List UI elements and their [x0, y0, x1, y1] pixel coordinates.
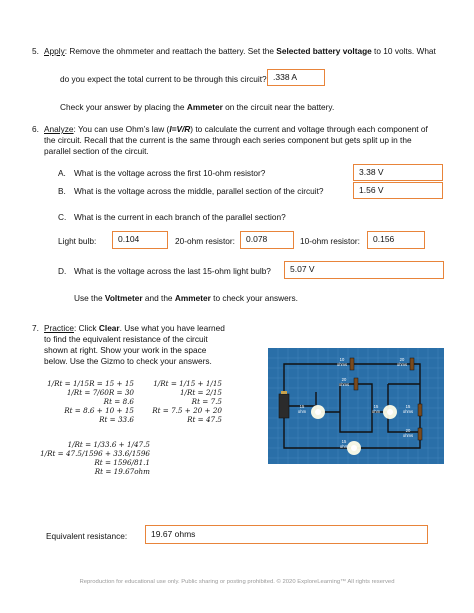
label-r20-top-unit: ohms	[396, 362, 408, 367]
q7-number: 7.	[32, 323, 39, 333]
label-bulb-left: 15	[299, 404, 305, 409]
q6-light-label: Light bulb:	[58, 236, 97, 246]
q6-label: Analyze	[44, 124, 74, 134]
q6-check-mid: and the	[142, 293, 175, 303]
q7-line1	[44, 323, 225, 334]
work-right-line: 1/Rt = 2/15	[179, 388, 222, 397]
work-left-line: 1/Rt = 7/60R = 30	[66, 388, 134, 397]
work-bottom-line: 1/Rt = 47.5/1596 + 33.6/1596	[40, 449, 150, 458]
q7-clear-word: Clear	[98, 323, 120, 333]
label-bulb-bottom-unit: ohm	[339, 444, 349, 449]
work-right-column	[134, 379, 222, 424]
work-right-line: Rt = 7.5 + 20 + 20	[152, 406, 222, 415]
label-r20-right-unit: ohms	[402, 433, 414, 438]
q6-a-text: What is the voltage across the first 10-ohm resistor?	[74, 168, 266, 178]
q7-line2: to find the equivalent resistance of the circuit	[44, 334, 208, 344]
q5-answer-box[interactable]: .338 A	[267, 69, 325, 86]
q7-label: Practice	[44, 323, 74, 333]
q6-formula: I=V/R	[169, 124, 191, 134]
q6-check	[74, 293, 298, 304]
q6-line1	[44, 124, 428, 135]
q5-label: Apply	[44, 46, 65, 56]
work-left-line: 1/Rt = 1/15R = 15 + 15	[47, 379, 134, 388]
q6-check-a: Use the	[74, 293, 105, 303]
q6-a-letter: A.	[58, 168, 66, 178]
label-r20-right: 20	[405, 428, 411, 433]
q6-r20-answer-box[interactable]: 0.078	[240, 231, 294, 249]
label-bulb-right-unit: ohm	[371, 409, 381, 414]
q5-check-bold: Ammeter	[186, 102, 223, 112]
battery-icon	[279, 394, 289, 418]
eq-answer-box[interactable]: 19.67 ohms	[145, 525, 428, 544]
label-bulb-left-unit: ohm	[297, 409, 307, 414]
label-r15-right-unit: ohms	[402, 409, 414, 414]
q6-line1-a: : You can use Ohm’s law (	[73, 124, 170, 134]
q6-c-letter: C.	[58, 212, 67, 222]
q7-line3: shown at right. Show your work in the space	[44, 345, 207, 355]
work-bottom-line: Rt = 1596/81.1	[94, 458, 150, 467]
battery-terminal	[281, 391, 287, 394]
q5-text-b: to 10 volts. What	[371, 46, 436, 56]
label-bulb-right: 15	[373, 404, 379, 409]
resistor-20ohm-top-icon	[410, 358, 414, 370]
label-r20-mid: 20	[341, 377, 347, 382]
bulb-right-icon	[383, 405, 397, 419]
q5-bold: Selected battery voltage	[276, 46, 372, 56]
q6-r10-answer-box[interactable]: 0.156	[367, 231, 425, 249]
work-left-line: Rt = 8.6 + 10 + 15	[64, 406, 134, 415]
label-bulb-bottom: 15	[341, 439, 347, 444]
bulb-bottom-icon	[347, 441, 361, 455]
q6-line2: the circuit. Recall that the current is the same through each series component but gets split up in the	[44, 135, 412, 145]
q5-check	[60, 102, 334, 113]
resistor-20ohm-mid-icon	[354, 378, 358, 390]
work-left-column	[30, 379, 134, 424]
q6-line1-b: ) to calculate the current and voltage through each component of	[190, 124, 428, 134]
q6-number: 6.	[32, 124, 39, 134]
q6-b-letter: B.	[58, 186, 66, 196]
resistor-10ohm-top-icon	[350, 358, 354, 370]
q6-b-text: What is the voltage across the middle, parallel section of the circuit?	[74, 186, 324, 196]
work-left-line: Rt = 33.6	[99, 415, 134, 424]
q5-line1	[44, 46, 436, 57]
work-left-line: Rt = 8.6	[103, 397, 134, 406]
q6-light-answer-box[interactable]: 0.104	[112, 231, 168, 249]
footer-copyright: Reproduction for educational use only. Public sharing or posting prohibited. © 2020 ExploreLearning™ All rights reserved	[79, 579, 395, 585]
work-right-line: Rt = 47.5	[187, 415, 222, 424]
q7-line4: below. Use the Gizmo to check your answers.	[44, 356, 212, 366]
q6-d-text: What is the voltage across the last 15-ohm light bulb?	[74, 266, 271, 276]
q6-b-answer-box[interactable]: 1.56 V	[353, 182, 443, 199]
q6-check-b: to check your answers.	[210, 293, 298, 303]
label-r20-top: 20	[399, 357, 405, 362]
q6-r10-label: 10-ohm resistor:	[300, 236, 360, 246]
work-right-line: Rt = 7.5	[191, 397, 222, 406]
q6-check-bold2: Ammeter	[174, 293, 211, 303]
q6-a-answer-box[interactable]: 3.38 V	[353, 164, 443, 181]
label-r10-top: 10	[339, 357, 345, 362]
work-bottom-line: 1/Rt = 1/33.6 + 1/47.5	[67, 440, 150, 449]
resistor-20ohm-right-icon	[418, 428, 422, 440]
label-r10-top-unit: ohms	[336, 362, 348, 367]
q5-question: do you expect the total current to be through this circuit?	[60, 74, 267, 84]
label-r20-mid-unit: ohms	[338, 382, 350, 387]
work-bottom-block	[30, 440, 150, 476]
eq-label: Equivalent resistance:	[46, 531, 128, 541]
q6-line3: parallel section of the circuit.	[44, 146, 149, 156]
q7-line1-a: : Click	[73, 323, 99, 333]
resistor-15ohm-right-icon	[418, 404, 422, 416]
q6-d-letter: D.	[58, 266, 67, 276]
label-r15-right: 15	[405, 404, 411, 409]
q5-check-a: Check your answer by placing the	[60, 102, 187, 112]
q6-check-bold1: Voltmeter	[104, 293, 143, 303]
q5-number: 5.	[32, 46, 39, 56]
work-bottom-line: Rt = 19.67ohm	[94, 467, 150, 476]
bulb-left-icon	[311, 405, 325, 419]
q7-line1-b: . Use what you have learned	[119, 323, 225, 333]
q5-check-b: on the circuit near the battery.	[222, 102, 335, 112]
work-right-line: 1/Rt = 1/15 + 1/15	[153, 379, 222, 388]
q6-r20-label: 20-ohm resistor:	[175, 236, 235, 246]
q6-c-text: What is the current in each branch of the parallel section?	[74, 212, 286, 222]
circuit-diagram	[268, 348, 444, 464]
q5-text-a: : Remove the ohmmeter and reattach the battery. Set the	[64, 46, 277, 56]
q6-d-answer-box[interactable]: 5.07 V	[284, 261, 444, 279]
